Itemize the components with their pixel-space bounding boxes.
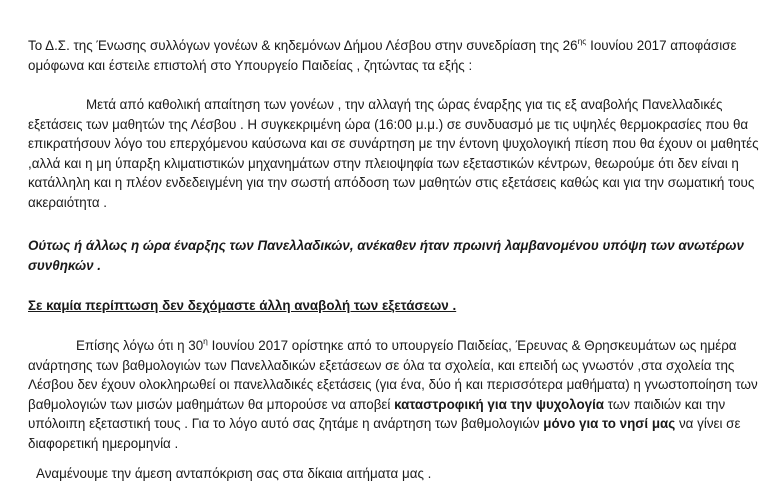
exam-time-text: Μετά από καθολική απαίτηση των γονέων , την αλλαγή της ώρας έναρξης για τις εξ αναβολής Πανελλαδικές εξετάσεις των μαθητών της Λέσβου . Η συγκεκριμένη ώρα (16:00 μ.μ.) σε συνδυασμό με τις υψηλές θερμοκρασίες που θα επικρατήσουν λόγο του επερχόμενου καύσωνα και σε συνάρτηση με την έντονη ψυχολογική πίεση που θα έχουν οι μαθητές ,αλλά και η μη ύπαρξη κλιματιστικών μηχανημάτων στην πλειοψηφία των εξεταστικών κέντρων, θεωρούμε ότι δεν είναι η κατάλληλη και η πλέον ενδεδειγμένη για την σωστή απόδοση των μαθητών στις εξετάσεις καθώς και για την σωματική τους ακεραιότητα . <box>28 97 759 210</box>
grades-text-1: Ιουνίου 2017 ορίστηκε από το υπουργείο Παιδείας, Έρευνας & Θρησκευμάτων ως ημέρα ανάρτησης των βαθμολογιών των Πανελλαδικών εξετάσεων σε όλα τα σχολεία, και επειδή ως γνωστόν ,στα σχολεία της Λέσβου δεν έχουν ολοκληρωθεί οι πανελλαδικές εξετάσεις (για ένα, δύο ή και περισσότερα μαθήματα) η γνωστοποίηση των βαθμολογιών των μισών μαθημάτων θα μπορούσε να αποβεί <box>28 338 758 412</box>
closing-paragraph <box>28 464 770 484</box>
closing-text: Αναμένουμε την άμεση ανταπόκριση σας στα δίκαια αιτήματα μας . <box>36 466 432 481</box>
morning-exams-statement: Ούτως ή άλλως η ώρα έναρξης των Πανελλαδικών, ανέκαθεν ήταν πρωινή λαμβανομένου υπόψη των ανωτέρων συνθηκών . <box>28 238 744 273</box>
grades-paragraph <box>28 336 770 453</box>
exam-time-paragraph <box>28 95 770 212</box>
grades-emphasis-island: μόνο για το νησί μας <box>543 416 676 431</box>
grades-text-2: των παιδιών και την υπόλοιπη εξεταστική τους . Για το λόγο αυτό σας ζητάμε η ανάρτηση των βαθμολογιών <box>28 396 726 431</box>
intro-ordinal-suffix: ης <box>577 36 587 46</box>
intro-text-end: Ιουνίου 2017 αποφάσισε ομόφωνα και έστειλε επιστολή στο Υπουργείο Παιδείας , ζητώντας τα εξής : <box>28 38 737 73</box>
grades-emphasis-psychology: καταστροφική για την ψυχολογία <box>394 396 605 412</box>
grades-text-end: να γίνει σε διαφορετική ημερομηνία . <box>28 416 741 451</box>
grades-ordinal-suffix: η <box>203 336 208 346</box>
intro-paragraph <box>28 36 770 75</box>
no-postponement-statement <box>28 296 770 316</box>
grades-text-start: Επίσης λόγω ότι η 30 <box>76 338 204 353</box>
intro-text-start: Το Δ.Σ. της Ένωσης συλλόγων γονέων & κηδεμόνων Δήμου Λέσβου στην συνεδρίαση της 26 <box>28 38 578 53</box>
no-postponement-text: Σε καμία περίπτωση δεν δεχόμαστε άλλη αναβολή των εξετάσεων . <box>28 298 457 313</box>
